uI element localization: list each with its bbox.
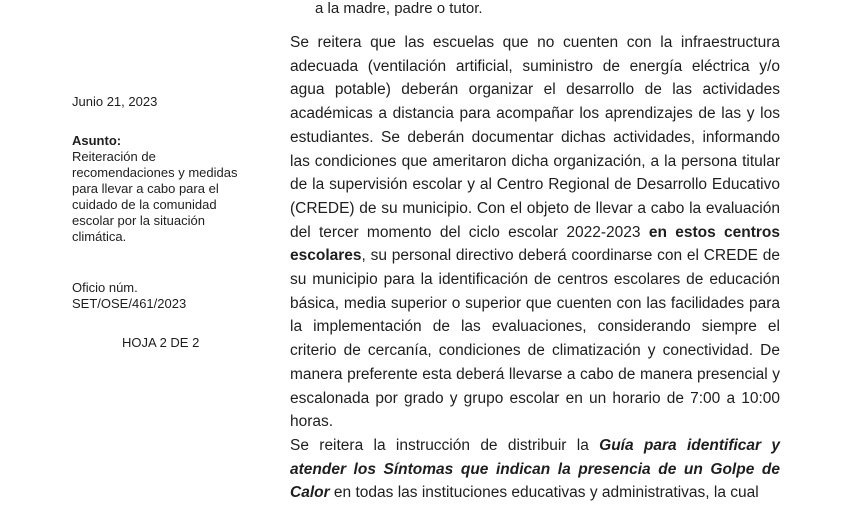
previous-paragraph-fragment: a la madre, padre o tutor. [315, 0, 483, 17]
subject-label: Asunto: [72, 133, 122, 148]
office-number-label: Oficio núm. [72, 280, 138, 295]
guide-title: Guía para identificar y atender los Síntomas que indican la presencia de un Golpe de Calor [290, 437, 780, 502]
subject-text: Reiteración de recomendaciones y medidas para llevar a cabo para el cuidado de la comunidad escolar por la situación climática. [72, 149, 238, 244]
paragraph-1-text-b: , su personal directivo deberá coordinarse con el CREDE de su municipio para la identificación de centros escolares de educación básica, media superior o superior que cuenten con las facilidades para la implementación de las evaluaciones, considerando siempre el criterio de cercanía, condiciones de climatización y conectividad. De manera preferente esta deberá llevarse a cabo de manera presencial y escalonada por grado y grupo escolar en un horario de 7:00 a 10:00 horas. [290, 247, 780, 431]
office-number-block [72, 280, 257, 312]
paragraph-1-bold: en estos centros escolares [290, 223, 781, 265]
body-paragraph-1 [290, 31, 780, 434]
body-paragraph-2 [290, 434, 780, 505]
office-number: SET/OSE/461/2023 [72, 296, 187, 311]
subject-block [72, 133, 257, 245]
paragraph-1-text-a: Se reitera que las escuelas que no cuenten con la infraestructura adecuada (ventilación artificial, suministro de energía eléctrica y/o agua potable) deberán organizar el desarrollo de las actividades académicas a distancia para acompañar los aprendizajes de las y los estudiantes. Se deberán documentar dichas actividades, informando las condiciones que ameritaron dicha organización, a la persona titular de la supervisión escolar y al Centro Regional de Desarrollo Educativo (CREDE) de su municipio. Con el objeto de llevar a cabo la evaluación del tercer momento del ciclo escolar 2022-2023 [290, 34, 780, 241]
paragraph-2-text-b: en todas las instituciones educativas y administrativas, la cual [329, 484, 759, 502]
paragraph-2-text-a: Se reitera la instrucción de distribuir la [290, 437, 600, 454]
document-date: Junio 21, 2023 [72, 94, 158, 109]
page-indicator: HOJA 2 DE 2 [122, 335, 200, 350]
